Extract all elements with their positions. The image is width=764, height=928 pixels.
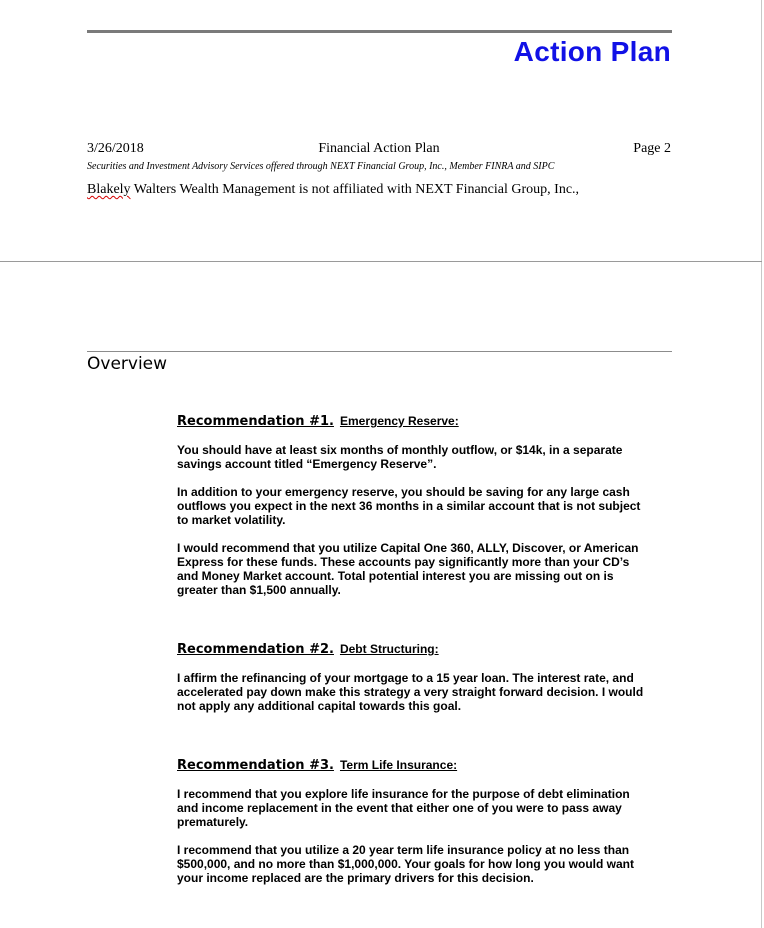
header-rule xyxy=(87,30,672,33)
recommendation-number: Recommendation #3. xyxy=(177,758,334,773)
recommendation-paragraph: I affirm the refinancing of your mortgage to a 15 year loan. The interest rate, and accelerated pay down make this strategy a very straight forward decision. I would not apply any additional capital towards this goal. xyxy=(177,671,644,713)
recommendation-name: Term Life Insurance: xyxy=(339,758,458,772)
recommendation-3 xyxy=(177,758,677,899)
recommendation-2 xyxy=(177,642,677,727)
recommendation-heading xyxy=(177,642,677,657)
affiliation-rest: Walters Wealth Management is not affiliated with NEXT Financial Group, Inc., xyxy=(130,182,580,197)
recommendation-paragraph: You should have at least six months of monthly outflow, or $14k, in a separate savings account titled “Emergency Reserve”. xyxy=(177,443,623,471)
recommendation-paragraph: I would recommend that you utilize Capital One 360, ALLY, Discover, or American Express for these funds. These accounts pay significantly more than your CD’s and Money Market account. Total potential interest you are missing out on is greater than $1,500 annually. xyxy=(177,541,639,597)
securities-disclosure: Securities and Investment Advisory Services offered through NEXT Financial Group, Inc., Member FINRA and SIPC xyxy=(87,161,555,172)
recommendation-heading xyxy=(177,758,677,773)
affiliation-statement xyxy=(87,182,579,198)
page-break xyxy=(0,261,762,262)
header-page-number: Page 2 xyxy=(633,141,671,156)
affiliation-first-word: Blakely xyxy=(87,182,131,197)
header-row xyxy=(87,141,671,159)
header-doc-name: Financial Action Plan xyxy=(318,141,440,156)
recommendation-paragraph: I recommend that you utilize a 20 year term life insurance policy at no less than $500,000, and no more than $1,000,000. Your goals for how long you would want your income replaced are the primary drivers for this decision. xyxy=(177,843,634,885)
recommendation-1 xyxy=(177,414,677,611)
section-rule xyxy=(87,351,672,352)
recommendation-number: Recommendation #1. xyxy=(177,414,334,429)
page-title: Action Plan xyxy=(513,36,671,67)
recommendation-heading xyxy=(177,414,677,429)
recommendation-name: Emergency Reserve: xyxy=(339,414,459,428)
recommendation-paragraph: In addition to your emergency reserve, you should be saving for any large cash outflows you expect in the next 36 months in a similar account that is not subject to market volatility. xyxy=(177,485,641,527)
section-title: Overview xyxy=(87,354,168,374)
header-date: 3/26/2018 xyxy=(87,141,144,156)
recommendation-number: Recommendation #2. xyxy=(177,642,334,657)
recommendation-paragraph: I recommend that you explore life insurance for the purpose of debt elimination and income replacement in the event that either one of you were to pass away prematurely. xyxy=(177,787,630,829)
recommendation-name: Debt Structuring: xyxy=(339,642,439,656)
page-right-edge xyxy=(761,0,762,928)
